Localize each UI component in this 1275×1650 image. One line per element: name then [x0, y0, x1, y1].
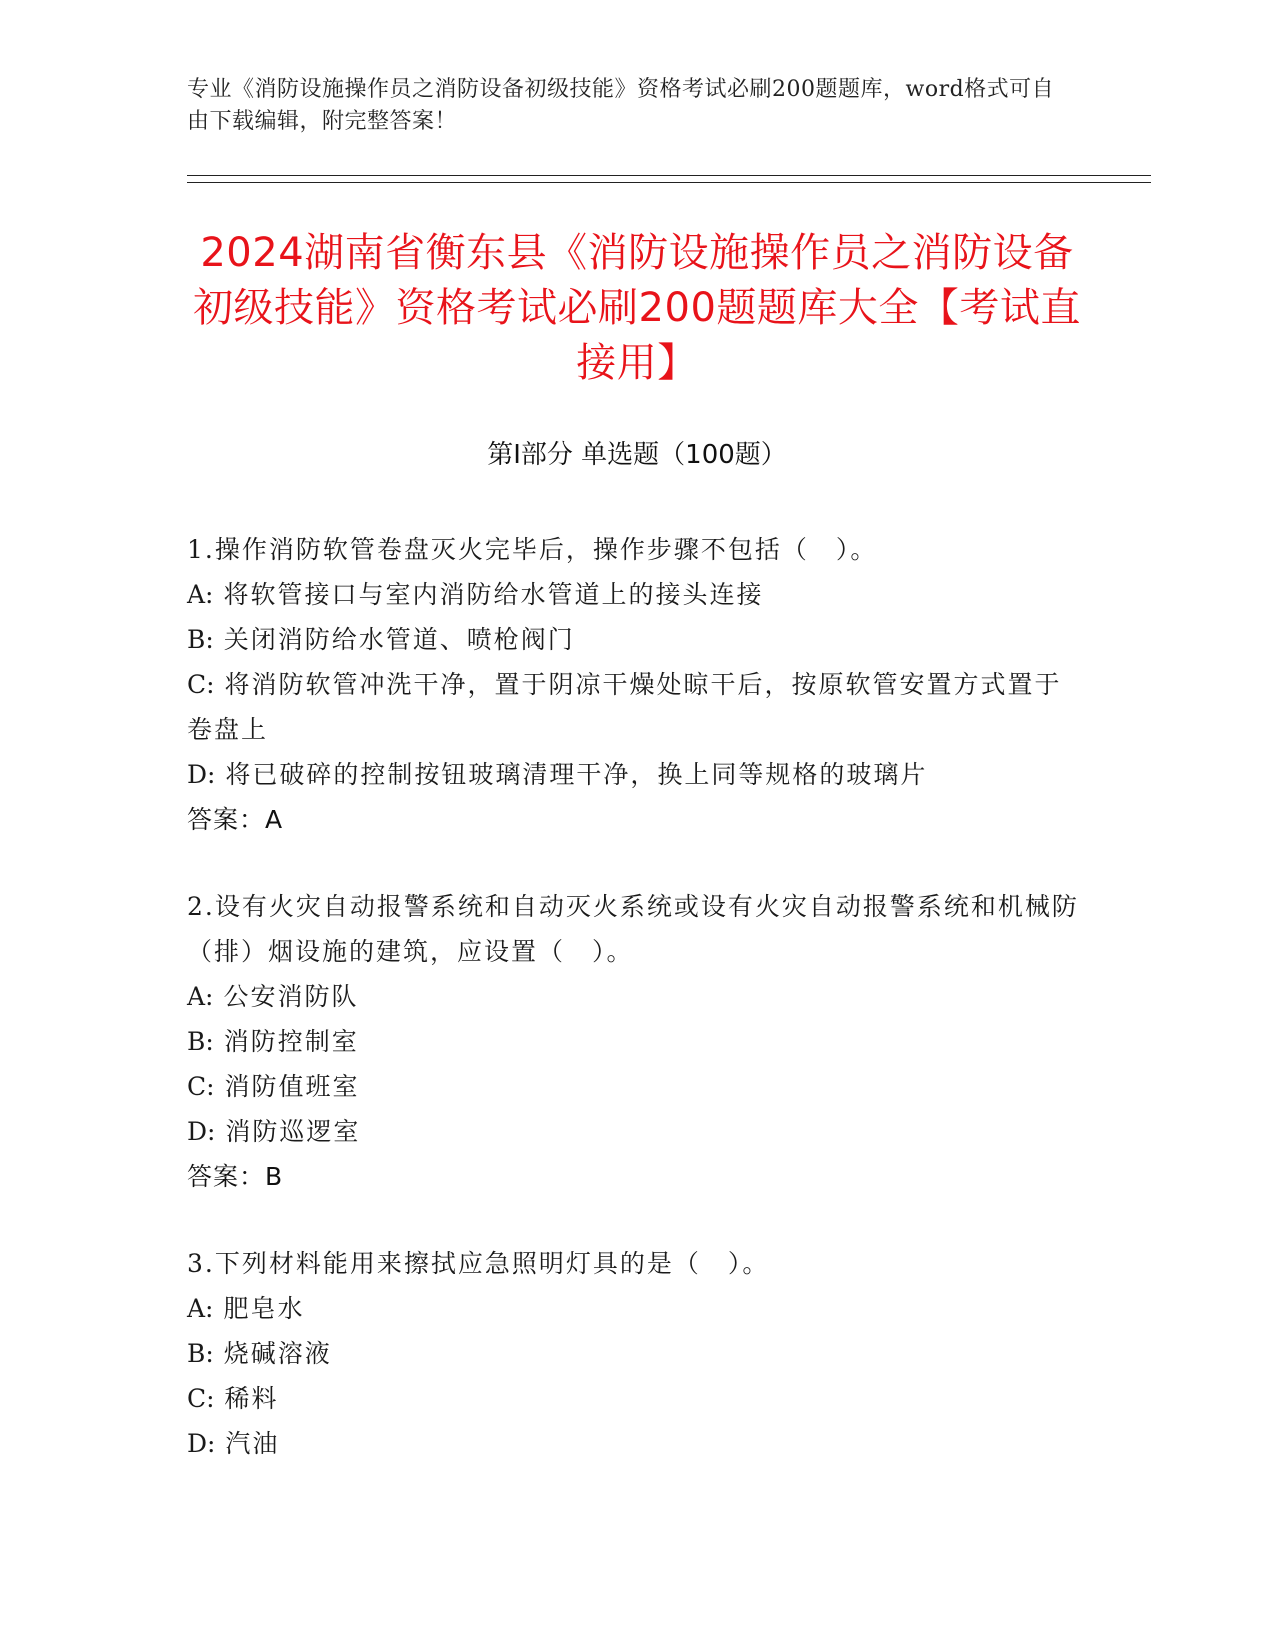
header-note: 专业《消防设施操作员之消防设备初级技能》资格考试必刷200题题库，word格式可自由下载编辑，附完整答案！	[187, 77, 1055, 134]
option-text: 将消防软管冲洗干净，置于阴凉干燥处晾干后，按原软管安置方式置于卷盘上	[187, 670, 1062, 744]
answer-line	[187, 797, 1087, 842]
option-text: 公安消防队	[223, 982, 359, 1011]
question-2	[187, 884, 1087, 1199]
option-text: 稀料	[224, 1384, 279, 1413]
option-text: 烧碱溶液	[223, 1339, 332, 1368]
question-text: 1.操作消防软管卷盘灭火完毕后，操作步骤不包括（ ）。	[187, 535, 878, 564]
option-letter: A:	[187, 580, 214, 609]
option-a	[187, 1286, 1087, 1331]
option-text: 消防控制室	[223, 1027, 359, 1056]
option-text: 肥皂水	[223, 1294, 305, 1323]
answer-value: A	[265, 805, 284, 834]
question-list	[187, 527, 1087, 1508]
option-letter: B:	[187, 1339, 214, 1368]
option-b	[187, 1331, 1087, 1376]
question-text: 3.下列材料能用来擦拭应急照明灯具的是（ ）。	[187, 1249, 770, 1278]
option-letter: A:	[187, 982, 214, 1011]
option-d	[187, 1421, 1087, 1466]
question-text: 2.设有火灾自动报警系统和自动灭火系统或设有火灾自动报警系统和机械防（排）烟设施的建筑，应设置（ ）。	[187, 892, 1079, 966]
document-title: 2024湖南省衡东县《消防设施操作员之消防设备初级技能》资格考试必刷200题题库大全【考试直接用】	[193, 230, 1081, 386]
option-text: 将已破碎的控制按钮玻璃清理干净，换上同等规格的玻璃片	[225, 760, 928, 789]
option-letter: C:	[187, 1072, 215, 1101]
option-b	[187, 617, 1087, 662]
option-c	[187, 1064, 1087, 1109]
option-text: 关闭消防给水管道、喷枪阀门	[223, 625, 575, 654]
option-d	[187, 1109, 1087, 1154]
option-letter: B:	[187, 625, 214, 654]
option-letter: D:	[187, 1117, 216, 1146]
option-text: 消防巡逻室	[225, 1117, 361, 1146]
option-letter: A:	[187, 1294, 214, 1323]
option-b	[187, 1019, 1087, 1064]
option-d	[187, 752, 1087, 797]
option-letter: D:	[187, 1429, 216, 1458]
answer-label: 答案：	[187, 805, 266, 834]
option-a	[187, 974, 1087, 1019]
section-title: 第I部分 单选题（100题）	[487, 440, 787, 470]
option-letter: C:	[187, 1384, 215, 1413]
option-text: 消防值班室	[224, 1072, 360, 1101]
option-a	[187, 572, 1087, 617]
header-divider-bottom	[187, 182, 1151, 183]
question-1	[187, 527, 1087, 842]
option-letter: D:	[187, 760, 216, 789]
answer-value: B	[265, 1162, 284, 1191]
option-c	[187, 1376, 1087, 1421]
option-text: 汽油	[225, 1429, 280, 1458]
answer-label: 答案：	[187, 1162, 266, 1191]
option-c	[187, 662, 1087, 752]
answer-line	[187, 1154, 1087, 1199]
option-text: 将软管接口与室内消防给水管道上的接头连接	[223, 580, 764, 609]
question-3	[187, 1241, 1087, 1466]
option-letter: B:	[187, 1027, 214, 1056]
header-divider-top	[187, 175, 1151, 176]
option-letter: C:	[187, 670, 215, 699]
